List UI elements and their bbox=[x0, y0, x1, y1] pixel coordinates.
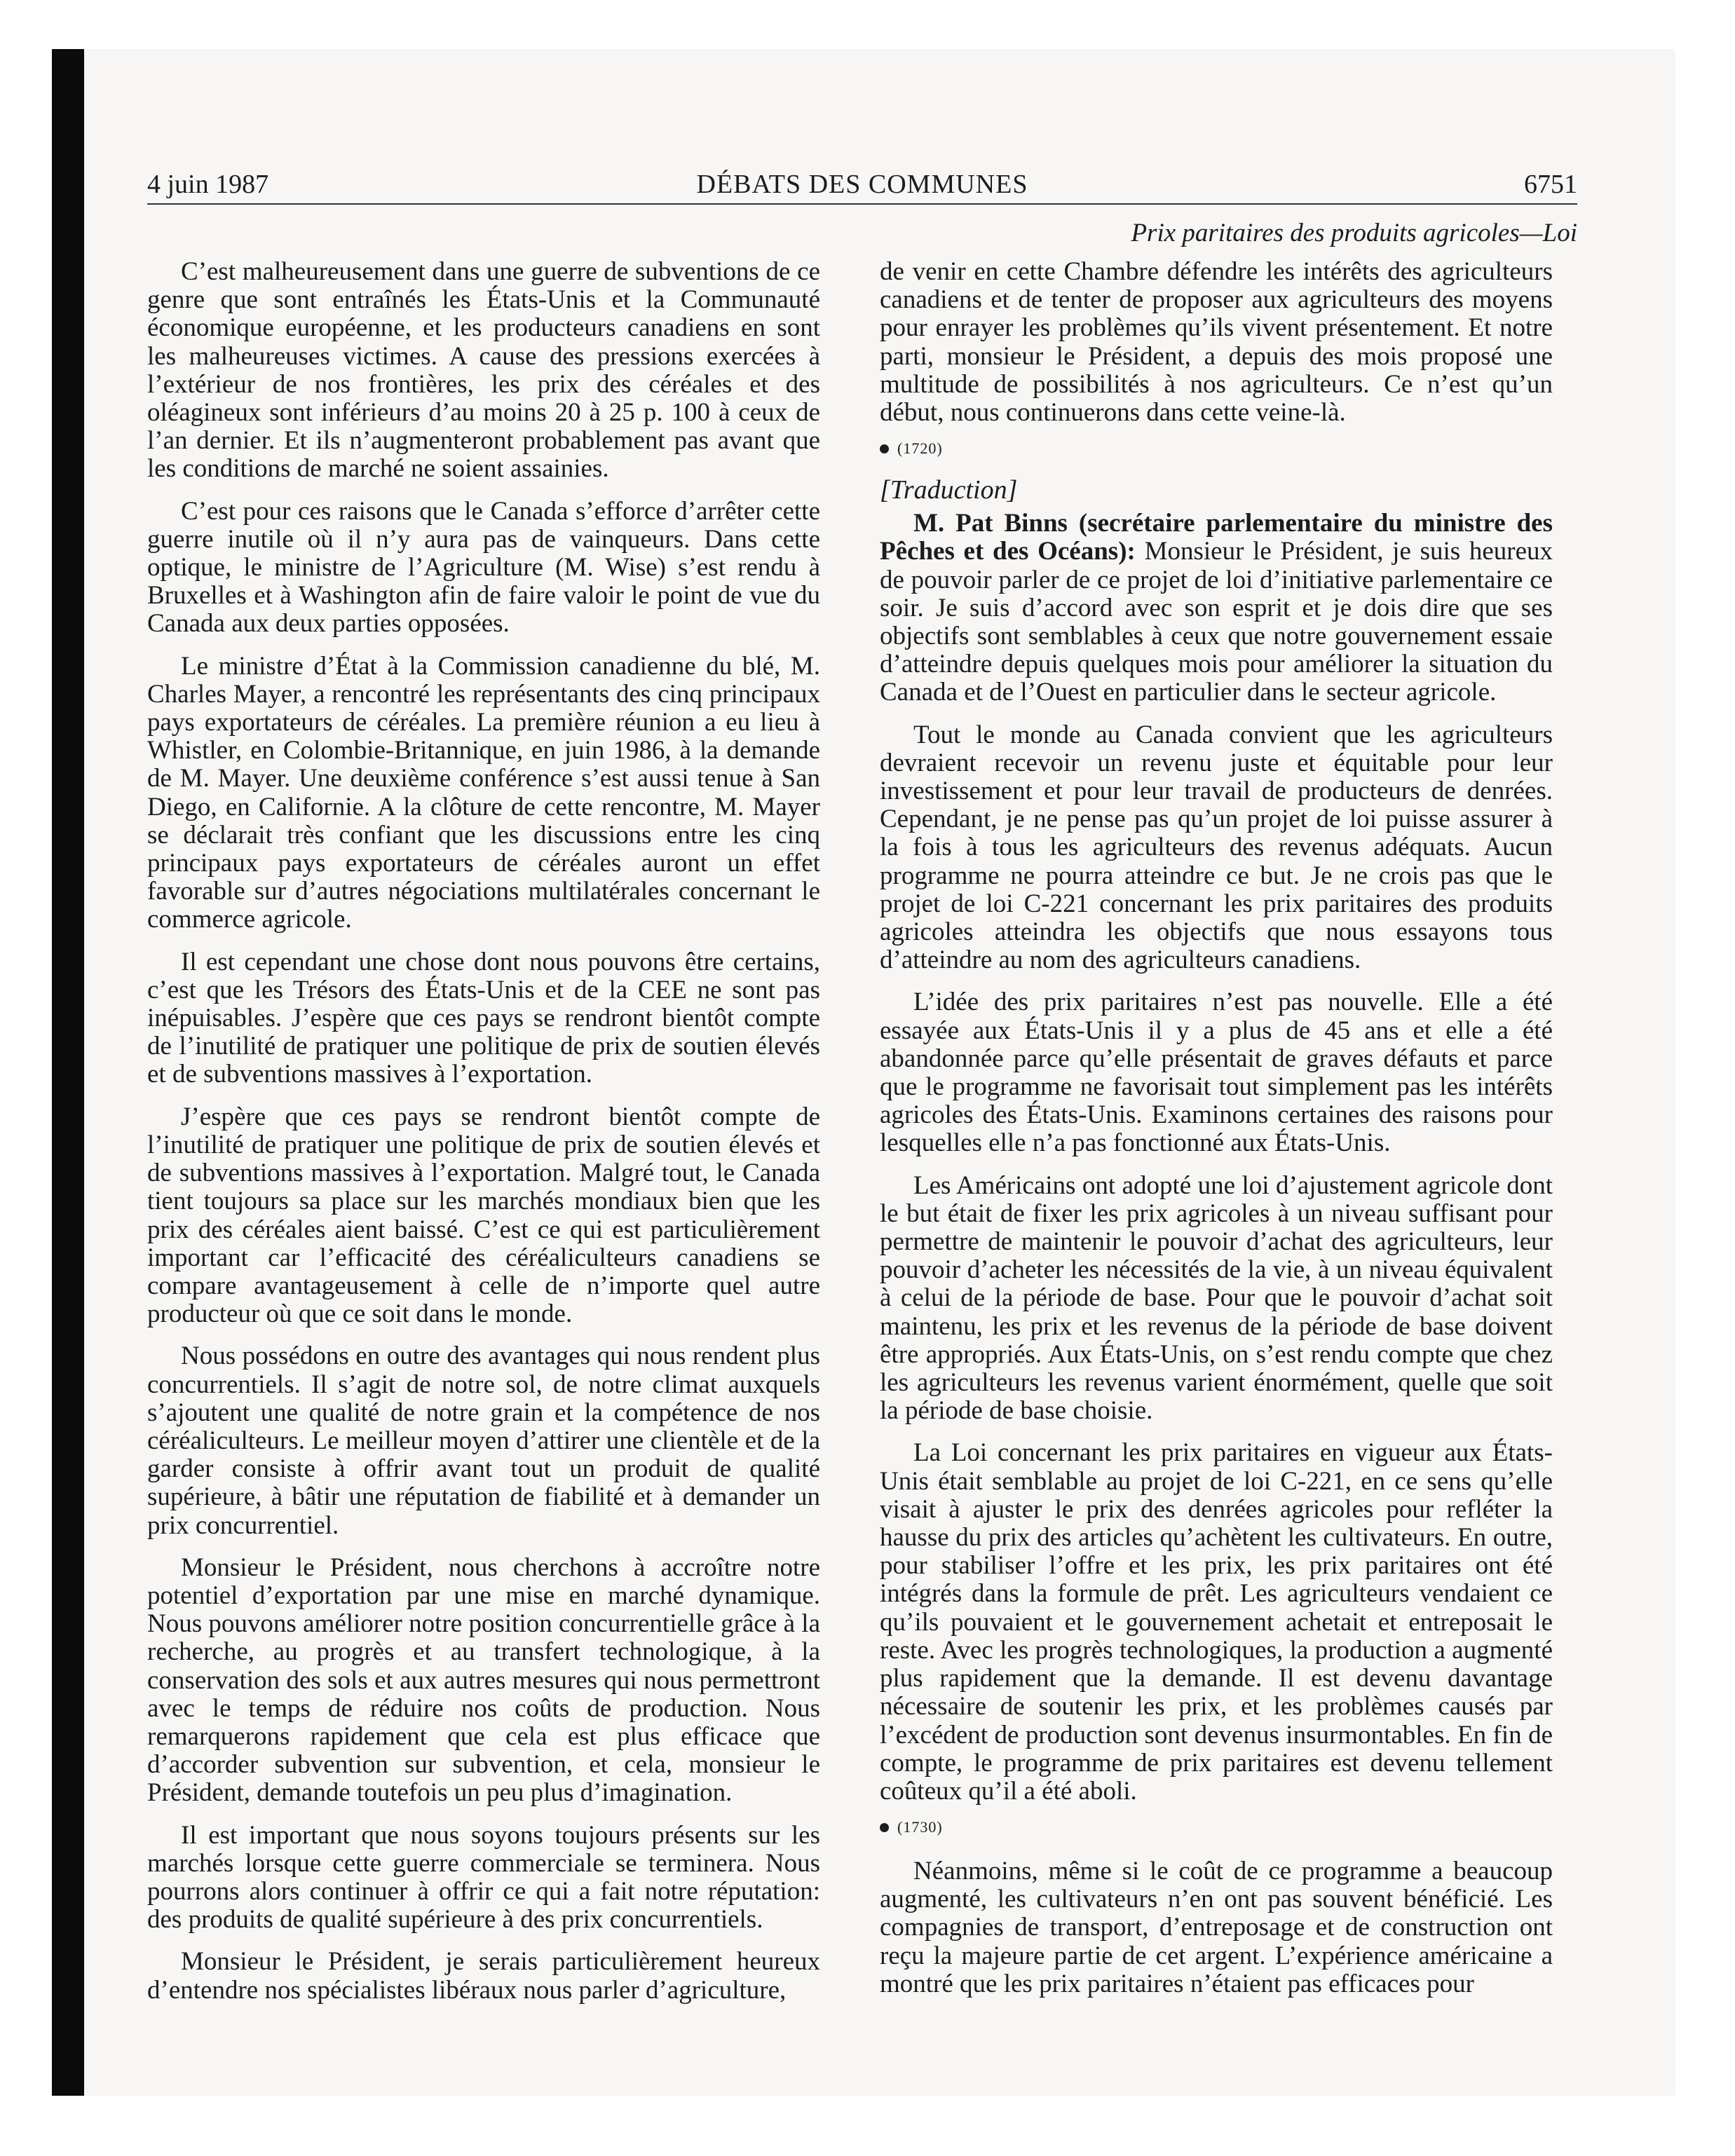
running-title: Prix paritaires des produits agricoles—Loi bbox=[1131, 219, 1577, 247]
page-header bbox=[147, 167, 1577, 202]
paragraph: J’espère que ces pays se rendront bientôt compte de l’inutilité de pratiquer une politique de prix de soutien élevés et de subventions massives à l’exportation. Malgré tout, le Canada tient toujours sa place sur les marchés mondiaux bien que les prix des céréales aient baissé. C’est ce qui est particulièrement important car l’efficacité des céréaliculteurs canadiens se compare avantageusement à celle de n’importe quel autre producteur où que ce soit dans le monde. bbox=[147, 1102, 820, 1329]
paragraph: C’est malheureusement dans une guerre de subventions de ce genre que sont entraînés les États-Unis et la Communauté économique européenne, et les producteurs canadiens en sont les malheureuses victimes. A cause des pressions exercées à l’extérieur de nos frontières, les prix des céréales et des oléagineux sont inférieurs d’au moins 20 à 25 p. 100 à ceux de l’an dernier. Et ils n’augmenteront probablement pas avant que les conditions de marché ne soient assainies. bbox=[147, 257, 820, 484]
paragraph: Il est important que nous soyons toujours présents sur les marchés lorsque cette guerre commerciale se terminera. Nous pourrons alors continuer à offrir ce qui a fait notre réputation: des produits de qualité supérieure à des prix concurrentiels. bbox=[147, 1820, 820, 1935]
paragraph: Monsieur le Président, je serais particulièrement heureux d’entendre nos spécialistes libéraux nous parler d’agriculture, bbox=[147, 1947, 820, 2005]
speaker-paragraph bbox=[880, 510, 1553, 707]
speaker-name: M. Pat Binns (secrétaire parlementaire du ministre des Pêches et des Océans): bbox=[880, 509, 1553, 566]
paragraph: Monsieur le Président, nous cherchons à accroître notre potentiel d’exportation par une mise en marché dynamique. Nous pouvons améliorer notre position concurrentielle grâce à la recherche, au progrès et au transfert technologique, à la conservation des sols et aux autres mesures qui nous permettront avec le temps de réduire nos coûts de production. Nous remarquerons rapidement que cela est plus efficace que d’accorder subvention sur subvention, et cela, monsieur le Président, demande toutefois un peu plus d’imagination. bbox=[147, 1553, 820, 1808]
bullet-icon bbox=[880, 1823, 889, 1832]
time-marker bbox=[880, 1815, 1553, 1838]
translation-tag: [Traduction] bbox=[880, 475, 1018, 505]
paragraph: Tout le monde au Canada convient que les agriculteurs devraient recevoir un revenu juste et équitable pour leur investissement et pour leur travail de producteurs de denrées. Cependant, je ne pense pas qu’un projet de loi puisse assurer à la fois à tous les agriculteurs des revenus adéquats. Aucun programme ne pourra atteindre ce but. Je ne crois pas que le projet de loi C-221 concernant les prix paritaires des produits agricoles atteindra les objectifs que nous essayons tous d’atteindre au nom des agriculteurs canadiens. bbox=[880, 720, 1553, 975]
header-date: 4 juin 1987 bbox=[147, 170, 269, 199]
header-title: DÉBATS DES COMMUNES bbox=[696, 170, 1028, 199]
left-column bbox=[147, 258, 820, 2005]
paragraph: Néanmoins, même si le coût de ce programme a beaucoup augmenté, les cultivateurs n’en ont pas souvent bénéficié. Les compagnies de transport, d’entreposage et de construction ont reçu la majeure partie de cet argent. L’expérience américaine a montré que les prix paritaires n’étaient pas efficaces pour bbox=[880, 1857, 1553, 1998]
time-marker bbox=[880, 437, 1553, 459]
right-column bbox=[880, 258, 1553, 1998]
paragraph: Il est cependant une chose dont nous pouvons être certains, c’est que les Trésors des États-Unis et de la CEE ne sont pas inépuisables. J’espère que ces pays se rendront bientôt compte de l’inutilité de pratiquer une politique de prix de soutien élevés et de subventions massives à l’exportation. bbox=[147, 947, 820, 1089]
header-rule bbox=[147, 203, 1577, 205]
bullet-icon bbox=[880, 444, 889, 453]
time-stamp: (1720) bbox=[897, 439, 943, 458]
paragraph: La Loi concernant les prix paritaires en vigueur aux États-Unis était semblable au projet de loi C-221, en ce sens qu’elle visait à ajuster le prix des denrées agricoles pour refléter la hausse du prix des articles qu’achètent les cultivateurs. En outre, pour stabiliser l’offre et les prix, les prix paritaires ont été intégrés dans la formule de prêt. Les agriculteurs vendaient ce qu’ils pouvaient et le gouvernement achetait et entreposait le reste. Avec les progrès technologiques, la production a augmenté plus rapidement que la demande. Il est devenu davantage nécessaire de soutenir les prix, et les problèmes causés par l’excédent de production sont devenus insurmontables. En fin de compte, le programme de prix paritaires est devenu tellement coûteux qu’il a été aboli. bbox=[880, 1438, 1553, 1806]
paragraph: Le ministre d’État à la Commission canadienne du blé, M. Charles Mayer, a rencontré les représentants des cinq principaux pays exportateurs de céréales. La première réunion a eu lieu à Whistler, en Colombie-Britannique, en juin 1986, à la demande de M. Mayer. Une deuxième conférence s’est aussi tenue à San Diego, en Californie. A la clôture de cette rencontre, M. Mayer se déclarait très confiant que les discussions entre les cinq principaux pays exportateurs de céréales auront un effet favorable sur d’autres négociations multilatérales concernant le commerce agricole. bbox=[147, 651, 820, 934]
time-stamp: (1730) bbox=[897, 1818, 943, 1836]
paragraph-continuation: de venir en cette Chambre défendre les intérêts des agriculteurs canadiens et de tenter de proposer aux agriculteurs des moyens pour enrayer les problèmes qu’ils vivent présentement. Et notre parti, monsieur le Président, a depuis des mois proposé une multitude de possibilités à nos agriculteurs. Ce n’est qu’un début, nous continuerons dans cette veine-là. bbox=[880, 257, 1553, 428]
paragraph: Les Américains ont adopté une loi d’ajustement agricole dont le but était de fixer les prix agricoles à un niveau suffisant pour permettre de maintenir le pouvoir d’achat des agriculteurs, leur pouvoir d’acheter les nécessités de la vie, à un niveau équivalent à celui de la période de base. Pour que le pouvoir d’achat soit maintenu, les prix et les revenus de la période de base doivent être appropriés. Aux États-Unis, on s’est rendu compte que chez les agriculteurs les revenus varient énormément, quelle que soit la période de base choisie. bbox=[880, 1171, 1553, 1426]
speaker-text: Monsieur le Président, je suis heureux de pouvoir parler de ce projet de loi d’initiative parlementaire ce soir. Je suis d’accord avec son esprit et je dois dire que ses objectifs sont semblables à ceux que notre gouvernement essaie d’atteindre depuis quelques mois pour améliorer la situation du Canada et de l’Ouest en particulier dans le secteur agricole. bbox=[880, 537, 1553, 707]
page-number: 6751 bbox=[1524, 170, 1577, 199]
scan-edge bbox=[52, 49, 84, 2096]
paragraph: Nous possédons en outre des avantages qui nous rendent plus concurrentiels. Il s’agit de notre sol, de notre climat auxquels s’ajoutent une qualité de notre grain et la compétence de nos céréaliculteurs. Le meilleur moyen d’attirer une clientèle et de la garder consiste à offrir avant tout un produit de qualité supérieure, à bâtir une réputation de fiabilité et à demander un prix concurrentiel. bbox=[147, 1342, 820, 1540]
paragraph: C’est pour ces raisons que le Canada s’efforce d’arrêter cette guerre inutile où il n’y aura pas de vainqueurs. Dans cette optique, le ministre de l’Agriculture (M. Wise) s’est rendu à Bruxelles et à Washington afin de faire valoir le point de vue du Canada aux deux parties opposées. bbox=[147, 496, 820, 639]
paragraph: L’idée des prix paritaires n’est pas nouvelle. Elle a été essayée aux États-Unis il y a plus de 45 ans et elle a été abandonnée parce qu’elle présentait de graves défauts et parce que le programme ne favorisait tout simplement pas les intérêts agricoles des États-Unis. Examinons certaines des raisons pour lesquelles elle n’a pas fonctionné aux États-Unis. bbox=[880, 988, 1553, 1158]
